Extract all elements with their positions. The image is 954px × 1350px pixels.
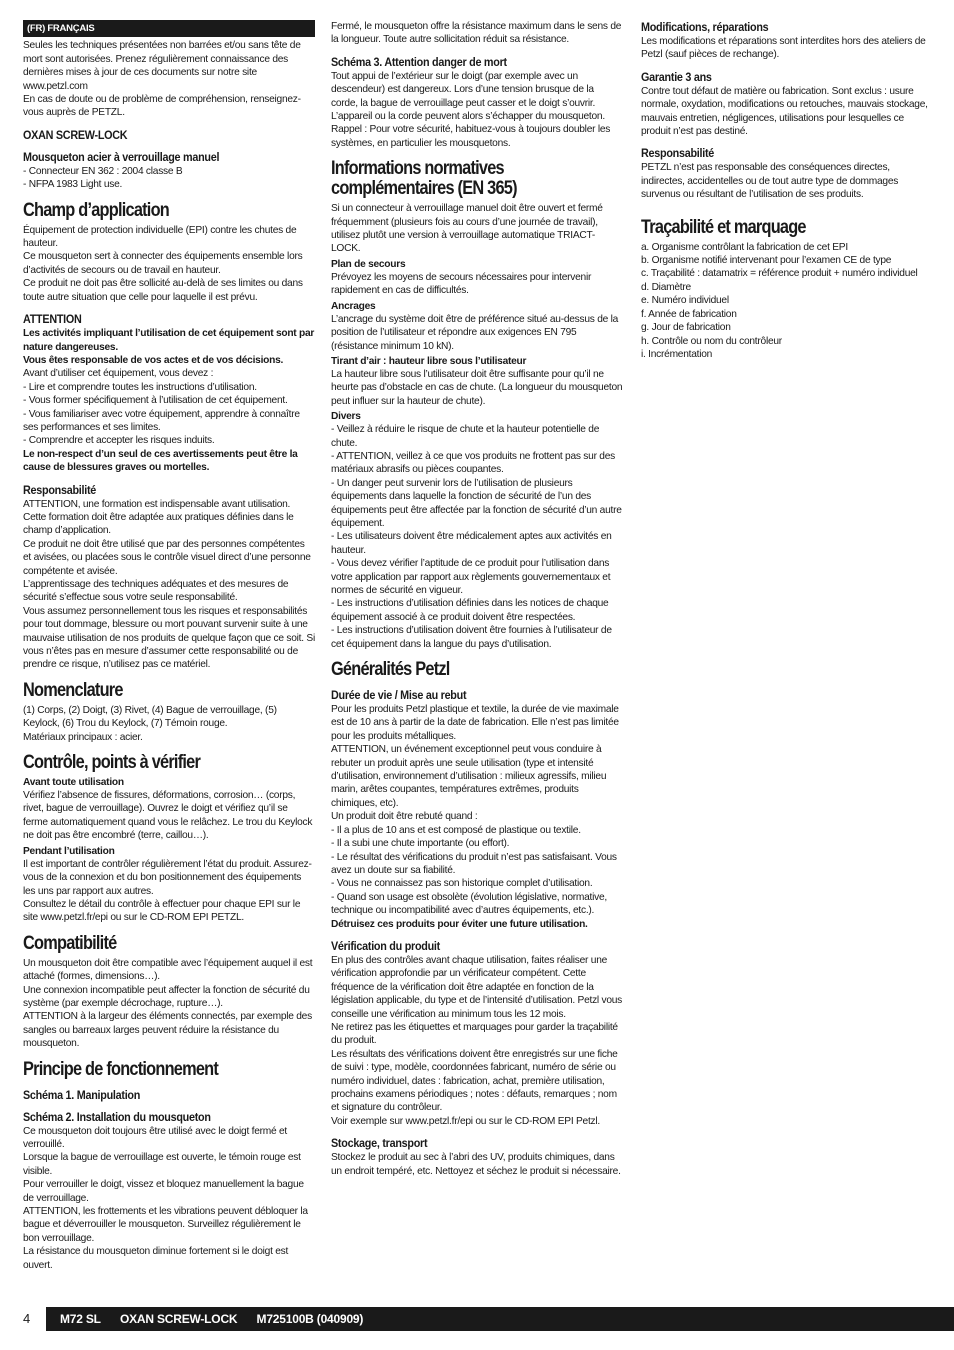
paragraph: Pour verrouiller le doigt, vissez et bloquez manuellement la bague de verrouillage.: [23, 1179, 304, 1204]
paragraph: Les résultats des vérifications doivent être enregistrés sur une fiche de suivi : type, modèle, coordonnées fabricant, numéro de série ou numéro individuel, dates : fabrication, achat, première utilisation, prochains examens périodiques ; notes : défauts, remarques ; nom et signature du contrôleur.: [331, 1048, 618, 1114]
list-item: - Vous familiariser avec votre équipement, apprendre à connaître ses performances et ses limites.: [23, 408, 300, 433]
list-item: - Un danger peut survenir lors de l’utilisation de plusieurs équipements dans laquelle la fonction de sécurité de l’un des équipements peut être affectée par la fonction de sécurité d’un autre équipement.: [331, 477, 622, 529]
section-title-controle: Contrôle, points à vérifier: [23, 752, 201, 774]
footer-product: OXAN SCREW-LOCK: [119, 1312, 238, 1326]
list-item: h. Contrôle ou nom du contrôleur: [641, 335, 782, 347]
list-item: - Vous ne connaissez pas son historique complet d’utilisation.: [331, 878, 593, 890]
subheading-avant: Avant toute utilisation: [23, 777, 124, 789]
warning-text: Les activités impliquant l’utilisation de cet équipement sont par nature dangereuses.: [23, 328, 315, 353]
list-item: - Lire et comprendre toutes les instructions d’utilisation.: [23, 381, 257, 393]
paragraph: Vérifiez l’absence de fissures, déformations, corrosion… (corps, rivet, bague de verrouillage). Ouvrez le doigt et vérifiez qu’il se ferme automatiquement quand vous le relâchez. Le trou du Keylock ne doit pas être encombré (terre, caillou…).: [23, 790, 313, 842]
subsection-title-duree: Durée de vie / Mise au rebut: [331, 688, 467, 703]
column-3: [641, 20, 933, 361]
section-title-compatibilite: Compatibilité: [23, 932, 117, 954]
section-title-generalites: Généralités Petzl: [331, 659, 450, 681]
footer-code: M72 SL: [60, 1312, 101, 1326]
subsection-title-verification: Vérification du produit: [331, 938, 440, 953]
list-item: b. Organisme notifié intervenant pour l’examen CE de type: [641, 255, 892, 267]
column-2: [331, 20, 623, 1178]
list-item: e. Numéro individuel: [641, 295, 729, 307]
paragraph: ATTENTION, un événement exceptionnel peut vous conduire à rebuter un produit après une seule utilisation (type et intensité d’utilisation, environnement d’utilisation : milieux agressifs, milieu marin, arêtes coupantes, températures extrêmes, produits chimiques, etc).: [331, 744, 607, 809]
subheading-pendant: Pendant l’utilisation: [23, 845, 115, 857]
product-name: OXAN SCREW-LOCK: [23, 127, 128, 142]
paragraph: Un produit doit être rebuté quand :: [331, 811, 478, 823]
list-item: - Quand son usage est obsolète (évolution législative, normative, technique ou incompatibilité avec d’autres équipements, etc.).: [331, 891, 607, 917]
paragraph: En plus des contrôles avant chaque utilisation, faites réaliser une vérification approfondie par un vérificateur compétent. Cette fréquence de la vérification doit être adaptée en fonction de la législation applicable, du type et de l’intensité d’utilisation. Petzl vous conseille une vérification au minimum tous les 12 mois.: [331, 954, 623, 1020]
warning-text: Le non-respect d’un seul de ces avertissements peut être la cause de blessures graves ou mortelles.: [23, 448, 298, 474]
warning-text: Détruisez ces produits pour éviter une future utilisation.: [331, 918, 588, 930]
paragraph: Consultez le détail du contrôle à effectuer pour chaque EPI sur le site www.petzl.fr/epi ou sur le CD-ROM EPI PETZL.: [23, 898, 301, 924]
schema-2-title: Schéma 2. Installation du mousqueton: [23, 1109, 211, 1124]
paragraph: Ce mousqueton sert à connecter des équipements ensemble lors d’activités de secours ou de travail en hauteur.: [23, 251, 303, 276]
paragraph: ATTENTION, les frottements et les vibrations peuvent débloquer la bague et déverrouiller le mousqueton. Surveillez régulièrement le bon verrouillage.: [23, 1206, 308, 1244]
paragraph: Les modifications et réparations sont interdites hors des ateliers de Petzl (sauf pièces de rechange).: [641, 36, 926, 61]
list-item: f. Année de fabrication: [641, 308, 737, 320]
section-title-tracabilite: Traçabilité et marquage: [641, 216, 806, 238]
page-footer: [23, 1307, 931, 1331]
intro-text-2: En cas de doute ou de problème de compréhension, renseignez-vous auprès de PETZL.: [23, 94, 301, 119]
list-item: - Il a plus de 10 ans et est composé de plastique ou textile.: [331, 824, 581, 836]
section-title-principe: Principe de fonctionnement: [23, 1058, 219, 1080]
column-1: [23, 20, 315, 1272]
list-item: - Les instructions d’utilisation doivent être fournies à l’utilisateur de cet équipement dans la langue du pays d’utilisation.: [331, 625, 612, 650]
list-item: - Vous former spécifiquement à l’utilisation de cet équipement.: [23, 395, 288, 407]
paragraph: Stockez le produit au sec à l’abri des UV, produits chimiques, dans un endroit tempéré, etc. Nettoyez et séchez le produit si nécessaire.: [331, 1152, 621, 1177]
list-item: - Le résultat des vérifications du produit n’est pas satisfaisant. Vous avez un doute sur sa fiabilité.: [331, 851, 617, 876]
subsection-title-responsabilite: Responsabilité: [23, 482, 97, 497]
paragraph: Ne retirez pas les étiquettes et marquages pour garder la traçabilité du produit.: [331, 1021, 618, 1047]
product-type: Mousqueton acier à verrouillage manuel: [23, 149, 220, 164]
paragraph: Ce produit ne doit être utilisé que par des personnes compétentes et avisées, ou placées sous le contrôle visuel direct d’une personne compétente et avisée.: [23, 538, 311, 577]
list-item: a. Organisme contrôlant la fabrication de cet EPI: [641, 241, 848, 253]
page-number: 4: [23, 1311, 31, 1326]
list-item: - Les utilisateurs doivent être médicalement aptes aux activités en hauteur.: [331, 531, 612, 556]
paragraph: PETZL n’est pas responsable des conséquences directes, indirectes, accidentelles ou de tout autre type de dommages survenus ou résultant de l’utilisation de ses produits.: [641, 162, 899, 201]
paragraph: Contre tout défaut de matière ou fabrication. Sont exclus : usure normale, oxydation, modifications ou retouches, mauvais stockage, mauvais entretien, négligences, utilisations pour lesquelles ce produit n’est pas destiné.: [641, 85, 928, 138]
subsection-title-garantie: Garantie 3 ans: [641, 69, 712, 84]
standard-2: - NFPA 1983 Light use.: [23, 179, 123, 191]
paragraph: Fermé, le mousqueton offre la résistance maximum dans le sens de la longueur. Toute autre sollicitation réduit sa résistance.: [331, 21, 622, 46]
paragraph: Il est important de contrôler régulièrement l’état du produit. Assurez-vous de la connexion et du bon positionnement des équipements les uns par rapport aux autres.: [23, 858, 312, 897]
schema-1-title: Schéma 1. Manipulation: [23, 1087, 141, 1102]
list-item: g. Jour de fabrication: [641, 322, 731, 334]
language-label: (FR) FRANÇAIS: [23, 20, 315, 37]
footer-bar: [46, 1307, 954, 1331]
list-item: d. Diamètre: [641, 281, 691, 293]
schema-3-title: Schéma 3. Attention danger de mort: [331, 54, 507, 69]
standard-1: - Connecteur EN 362 : 2004 classe B: [23, 165, 183, 177]
intro-text-1: Seules les techniques présentées non barrées et/ou sans tête de mort sont autorisées. Prenez régulièrement connaissance des dernières mises à jour de ces documents sur notre site www.petzl.com: [23, 40, 301, 92]
paragraph: Matériaux principaux : acier.: [23, 731, 143, 743]
paragraph: Avant d’utiliser cet équipement, vous devez :: [23, 368, 214, 380]
section-title-champ: Champ d’application: [23, 199, 169, 221]
section-title-informations: Informations normatives complémentaires (EN 365): [331, 158, 517, 200]
subsection-title-modifications: Modifications, réparations: [641, 20, 769, 34]
list-item: - Veillez à réduire le risque de chute et la hauteur potentielle de chute.: [331, 424, 600, 449]
list-item: - Les instructions d’utilisation définies dans les notices de chaque équipement associé à ce produit doivent être respectées.: [331, 598, 609, 623]
footer-reference: M725100B (040909): [256, 1312, 364, 1326]
list-item: - Vous devez vérifier l’aptitude de ce produit pour l’utilisation dans votre application par rapport aux règlements gouvernementaux et normes de sécurité en vigueur.: [331, 558, 611, 596]
section-title-nomenclature: Nomenclature: [23, 679, 123, 701]
paragraph: La hauteur libre sous l’utilisateur doit être suffisante pour qu’il ne heurte pas d’obstacle en cas de chute. (La longueur du mousqueton peut influer sur la hauteur de chute).: [331, 368, 623, 407]
paragraph: La résistance du mousqueton diminue fortement si le doigt est ouvert.: [23, 1246, 289, 1271]
subsection-title-responsabilite: Responsabilité: [641, 146, 715, 161]
paragraph: Ce produit ne doit pas être sollicité au-delà de ses limites ou dans toute autre situation que celle pour laquelle il est prévu.: [23, 278, 303, 303]
paragraph: L’ancrage du système doit être de préférence situé au-dessus de la position de l’utilisateur et répondre aux exigences EN 795 (résistance minimum 10 kN).: [331, 313, 619, 352]
paragraph: Un mousqueton doit être compatible avec l’équipement auquel il est attaché (formes, dimensions…).: [23, 957, 313, 983]
list-item: - ATTENTION, veillez à ce que vos produits ne frottent pas sur des matériaux abrasifs ou pièces coupantes.: [331, 450, 615, 476]
paragraph: Prévoyez les moyens de secours nécessaires pour intervenir rapidement en cas de difficultés.: [331, 271, 592, 297]
subheading-ancrages: Ancrages: [331, 300, 376, 312]
paragraph: L’apprentissage des techniques adéquates et des mesures de sécurité s’effectue sous votre seule responsabilité.: [23, 579, 289, 604]
paragraph: Si un connecteur à verrouillage manuel doit être ouvert et fermé fréquemment (plusieurs fois au cours d’une journée de travail), utilisez plutôt une version à verrouillage automatique TRIACT-LOCK.: [331, 203, 603, 255]
list-item: i. Incrémentation: [641, 348, 713, 360]
paragraph: ATTENTION, une formation est indispensable avant utilisation. Cette formation doit être adaptée aux pratiques définies dans le champ d’application.: [23, 498, 294, 537]
subsection-title-stockage: Stockage, transport: [331, 1136, 428, 1151]
paragraph: Lorsque la bague de verrouillage est ouverte, le témoin rouge est visible.: [23, 1152, 301, 1177]
list-item: - Il a subi une chute importante (ou effort).: [331, 838, 510, 850]
subheading-divers: Divers: [331, 411, 361, 423]
warning-text: Vous êtes responsable de vos actes et de vos décisions.: [23, 354, 284, 366]
list-item: c. Traçabilité : datamatrix = référence produit + numéro individuel: [641, 268, 918, 280]
paragraph: Pour les produits Petzl plastique et textile, la durée de vie maximale est de 10 ans à partir de la date de fabrication. Elle n’est pas limitée pour les produits métalliques.: [331, 704, 619, 742]
subheading-plan: Plan de secours: [331, 258, 406, 270]
paragraph: Une connexion incompatible peut affecter la fonction de sécurité du système (par exemple décrochage, rupture…).: [23, 984, 310, 1009]
paragraph: Ce mousqueton doit toujours être utilisé avec le doigt fermé et verrouillé.: [23, 1125, 287, 1150]
paragraph: Vous assumez personnellement tous les risques et responsabilités pour tout dommage, blessure ou mort pouvant survenir suite à une mauvaise utilisation de nos produits de quelque façon que ce soit. Si vous n’êtes pas en mesure d’assumer cette responsabilité ou de prendre ce risque, n’utilisez pas ce matériel.: [23, 605, 315, 671]
paragraph: ATTENTION à la largeur des éléments connectés, par exemple des sangles ou barreaux larges peuvent réduire la résistance du mousqueton.: [23, 1011, 312, 1050]
paragraph: Tout appui de l’extérieur sur le doigt (par exemple avec un descendeur) est dangereux. Lors d’une tension brusque de la corde, la bague de verrouillage peut casser et le doigt s’ouvrir. L’appareil ou la corde peuvent alors s’échapper du mousqueton. Rappel : Pour votre sécurité, habituez-vous à toujours doubler les systèmes, en particulier les mousquetons.: [331, 70, 611, 149]
list-item: - Comprendre et accepter les risques induits.: [23, 435, 215, 447]
paragraph: Voir exemple sur www.petzl.fr/epi ou sur le CD-ROM EPI Petzl.: [331, 1115, 600, 1127]
subsection-title-attention: ATTENTION: [23, 312, 82, 327]
paragraph: Équipement de protection individuelle (EPI) contre les chutes de hauteur.: [23, 224, 297, 250]
paragraph: (1) Corps, (2) Doigt, (3) Rivet, (4) Bague de verrouillage, (5) Keylock, (6) Trou du Keylock, (7) Témoin rouge.: [23, 704, 277, 730]
subheading-tirant: Tirant d’air : hauteur libre sous l’utilisateur: [331, 355, 527, 367]
